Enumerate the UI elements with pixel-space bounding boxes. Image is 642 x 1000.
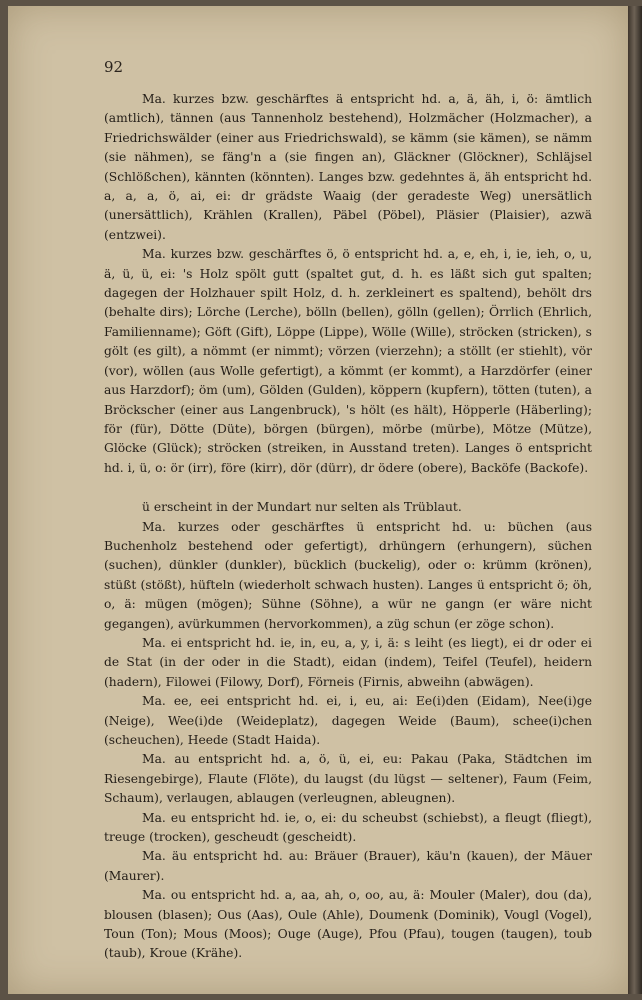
paragraph-aeu-sounds: Ma. äu entspricht hd. au: Bräuer (Brauer), käu'n (kauen), der Mäuer (Maurer).: [104, 849, 592, 883]
page-number: 92: [104, 58, 124, 76]
page-body: [104, 90, 592, 964]
paragraph-u-note: ü erscheint in der Mundart nur selten als Trüblaut.: [142, 500, 462, 515]
paragraph-au-sounds: Ma. au entspricht hd. a, ö, ü, ei, eu: Pakau (Paka, Städtchen im Riesengebirge), Flaute (Flöte), du laugst (du lügst — seltener), Faum (Feim, Schaum), verlaugen, ablaugen (verleugnen, ableugnen).: [104, 752, 592, 806]
paragraph-eu-sounds: Ma. eu entspricht hd. ie, o, ei: du scheubst (schiebst), a fleugt (fliegt), treuge (trocken), gescheudt (gescheidt).: [104, 810, 592, 845]
paragraph-a-sounds: Ma. kurzes bzw. geschärftes ä entspricht hd. a, ä, äh, i, ö: ämtlich (amtlich), tännen (aus Tannenholz bestehend), Holzmächer (Holzmacher), a Friedrichswälder (einer aus Friedrichswald), se kämm (sie kämen), se nämm (sie nähmen), se fäng'n a (sie fingen an), Gläckner (Glöckner), Schläjsel (Schlößchen), kännten (könnten). Langes bzw. gedehntes ä, äh entspricht hd. a, a, a, ö, ai, ei: dr grädste Waaig (der geradeste Weg) unersätlich (unersättlich), Krählen (Krallen), Päbel (Pöbel), Pläsier (Plaisier), azwä (entzwei).: [104, 92, 592, 242]
paragraph-u-sounds: Ma. kurzes oder geschärftes ü entspricht hd. u: büchen (aus Buchenholz bestehend oder gefertigt), drhüngern (erhungern), süchen (suchen), dünkler (dunkler), bücklich (buckelig), oder o: krümm (krönen), stüßt (stößt), hüfteln (wiederholt schwach husten). Langes ü entspricht ö; öh, o, ä: mügen (mögen); Sühne (Söhne), a wür ne gangn (er wäre nicht gegangen), avürkummen (hervorkommen), a züg schun (er zöge schon).: [104, 519, 592, 631]
paragraph-ei-sounds: Ma. ei entspricht hd. ie, in, eu, a, y, i, ä: s leiht (es liegt), ei dr oder ei de Stat (in der oder in die Stadt), eidan (indem), Teifel (Teufel), heidern (hadern), Filowei (Filowy, Dorf), Förneis (Firnis, abweihn (abwägen).: [104, 635, 592, 689]
book-page: [8, 6, 628, 994]
paragraph-ee-sounds: Ma. ee, eei entspricht hd. ei, i, eu, ai: Ee(i)den (Eidam), Nee(i)ge (Neige), Wee(i)de (Weideplatz), dagegen Weide (Baum), schee(i)chen (scheuchen), Heede (Stadt Haida).: [104, 694, 592, 747]
book-edge: [628, 6, 642, 994]
paragraph-ou-sounds: Ma. ou entspricht hd. a, aa, ah, o, oo, au, ä: Mouler (Maler), dou (da), blousen (blasen); Ous (Aas), Oule (Ahle), Doumenk (Dominik), Vougl (Vogel), Toun (Ton); Mous (Moos); Ouge (Auge), Pfou (Pfau), tougen (taugen), toub (taub), Kroue (Krähe).: [104, 888, 592, 961]
paragraph-o-sounds: Ma. kurzes bzw. geschärftes ö, ö entspricht hd. a, e, eh, i, ie, ieh, o, u, ä, ü, ü, ei: 's Holz spölt gutt (spaltet gut, d. h. es läßt sich gut spalten; dagegen der Holzhauer spilt Holz, d. h. zerkleinert es spaltend), behölt drs (behalte dirs); Lörche (Lerche), bölln (bellen), gölln (gellen); Örrlich (Ehrlich, Familienname); Göft (Gift), Löppe (Lippe), Wölle (Wille), ströcken (stricken), s gölt (es gilt), a nömmt (er nimmt); vörzen (vierzehn); a stöllt (er stiehlt), vör (vor), wöllen (aus Wolle gefertigt), a kömmt (er kommt), a Harzdörfer (einer aus Harzdorf); öm (um), Gölden (Gulden), köppern (kupfern), tötten (tuten), a Bröckscher (einer aus Langenbruck), 's hölt (es hält), Höpperle (Häberling); för (für), Dötte (Düte), börgen (bürgen), mörbe (mürbe), Mötze (Mütze), Glöcke (Glück); ströcken (streiken, in Ausstand treten). Langes ö entspricht hd. i, ü, o: ör (irr), före (kirr), dör (dürr), dr ödere (obere), Backöfe (Backofe).: [104, 247, 592, 475]
